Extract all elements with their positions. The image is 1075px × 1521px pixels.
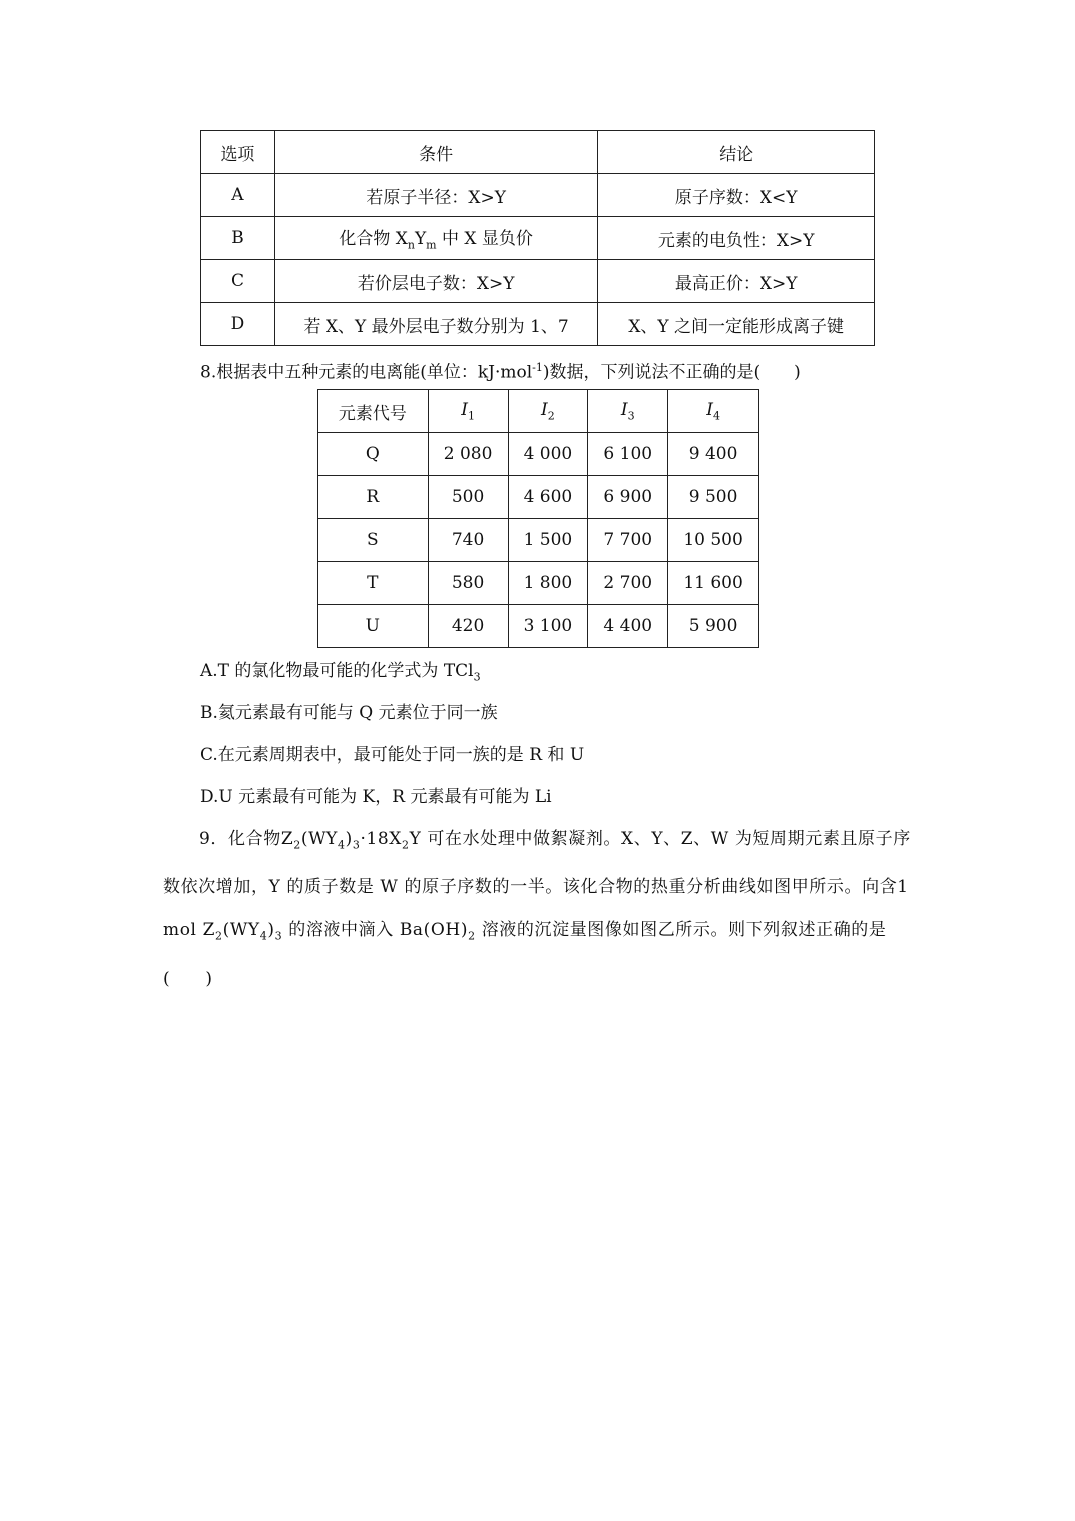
table-row — [201, 303, 875, 346]
value-cell: 740 — [428, 519, 508, 562]
element-code: T — [318, 562, 429, 605]
table-row — [318, 476, 759, 519]
table-row — [201, 174, 875, 217]
value-cell: 2 080 — [428, 433, 508, 476]
value-cell: 9 500 — [668, 476, 759, 519]
row-conclusion: 原子序数：X<Y — [598, 174, 875, 217]
row-option: C — [201, 260, 275, 303]
table-row — [318, 433, 759, 476]
header-i4: $I_4$ — [668, 390, 759, 433]
header-option: 选项 — [201, 131, 275, 174]
element-code: R — [318, 476, 429, 519]
row-option: B — [201, 217, 275, 260]
value-cell: 6 900 — [588, 476, 668, 519]
row-conclusion: 元素的电负性：X>Y — [598, 217, 875, 260]
row-option: A — [201, 174, 275, 217]
q8-option-a: A.T 的氯化物最可能的化学式为 TCl$_3$ — [200, 661, 481, 684]
q8-option-b: B.氦元素最有可能与 Q 元素位于同一族 — [200, 703, 498, 723]
value-cell: 9 400 — [668, 433, 759, 476]
row-conclusion: 最高正价：X>Y — [598, 260, 875, 303]
row-condition: 化合物 $X_nY_m$ 中 X 显负价 — [274, 217, 598, 260]
value-cell: 420 — [428, 605, 508, 648]
value-cell: 7 700 — [588, 519, 668, 562]
value-cell: 4 400 — [588, 605, 668, 648]
element-code: Q — [318, 433, 429, 476]
value-cell: 1 500 — [508, 519, 588, 562]
value-cell: 1 800 — [508, 562, 588, 605]
conditions-table — [200, 130, 875, 346]
value-cell: 10 500 — [668, 519, 759, 562]
element-code: S — [318, 519, 429, 562]
row-condition: 若 X、Y 最外层电子数分别为 1、7 — [274, 303, 598, 346]
row-condition: 若原子半径：X>Y — [274, 174, 598, 217]
table-header-row — [318, 390, 759, 433]
value-cell: 6 100 — [588, 433, 668, 476]
value-cell: 4 600 — [508, 476, 588, 519]
value-cell: 580 — [428, 562, 508, 605]
table-row — [318, 562, 759, 605]
row-conclusion: X、Y 之间一定能形成离子键 — [598, 303, 875, 346]
value-cell: 2 700 — [588, 562, 668, 605]
header-conclusion: 结论 — [598, 131, 875, 174]
table-row — [201, 260, 875, 303]
row-option: D — [201, 303, 275, 346]
ionization-energy-table — [317, 389, 759, 648]
value-cell: 500 — [428, 476, 508, 519]
q8-option-d: D.U 元素最有可能为 K，R 元素最有可能为 Li — [200, 787, 552, 807]
element-code: U — [318, 605, 429, 648]
header-i1: $I_1$ — [428, 390, 508, 433]
header-element-code: 元素代号 — [318, 390, 429, 433]
value-cell: 4 000 — [508, 433, 588, 476]
table-row — [201, 217, 875, 260]
q9-stem: 9．化合物$Z_2(WY_4)_3\cdot 18X_2Y$ 可在水处理中做絮凝剂。X、Y、Z、W 为短周期元素且原子序数依次增加，Y 的质子数是 W 的原子序数的一半。该化合物的热重分析曲线如图甲所示。向含1 mol $Z_2(WY_4)_3$ 的溶液中滴入 $Ba(OH)_2$ 溶液的沉淀量图像如图乙所示。则下列叙述正确的是( ) — [163, 829, 911, 989]
header-i2: $I_2$ — [508, 390, 588, 433]
q8-option-c: C.在元素周期表中，最可能处于同一族的是 R 和 U — [200, 745, 585, 765]
row-condition: 若价层电子数：X>Y — [274, 260, 598, 303]
table-row — [318, 605, 759, 648]
header-i3: $I_3$ — [588, 390, 668, 433]
value-cell: 11 600 — [668, 562, 759, 605]
header-condition: 条件 — [274, 131, 598, 174]
value-cell: 5 900 — [668, 605, 759, 648]
table-row — [318, 519, 759, 562]
table-header-row — [201, 131, 875, 174]
value-cell: 3 100 — [508, 605, 588, 648]
q8-stem: 8.根据表中五种元素的电离能(单位：kJ·mol$^{-1}$)数据，下列说法不正确的是( ) — [200, 361, 801, 383]
